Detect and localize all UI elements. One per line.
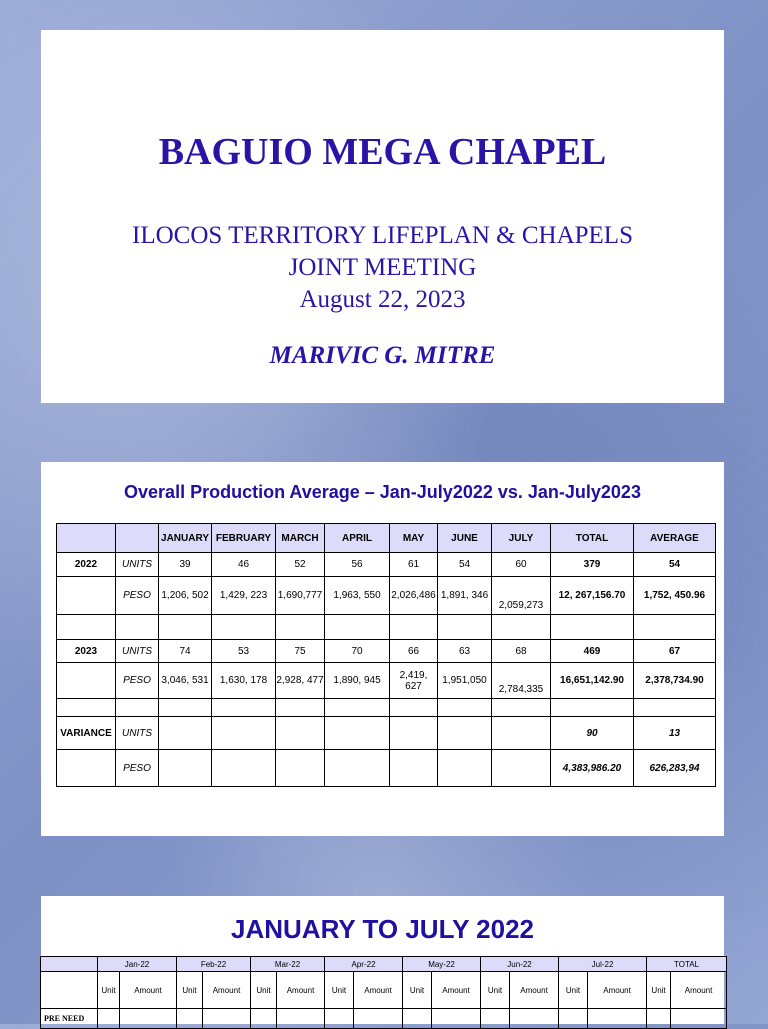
row-label: PESO	[116, 577, 159, 615]
table-row	[57, 750, 716, 787]
slide-title: BAGUIO MEGA CHAPEL	[158, 131, 607, 173]
amount-header: Amount	[588, 972, 647, 1009]
table-cell: 16,651,142.90	[551, 663, 634, 699]
monthly-table	[40, 956, 727, 1029]
amount-header: Amount	[671, 972, 727, 1009]
unit-header: Unit	[647, 972, 671, 1009]
january-july-slide	[41, 896, 724, 1024]
row-label: PESO	[116, 663, 159, 699]
month-header: Jul-22	[559, 957, 647, 972]
row-label: UNITS	[116, 553, 159, 577]
table-cell: 1,891, 346	[438, 577, 492, 615]
subtitle-block	[41, 220, 724, 316]
table-row	[41, 1009, 727, 1029]
table-cell: 2,784,335	[492, 663, 551, 699]
month-header: May-22	[403, 957, 481, 972]
title-slide	[41, 30, 724, 403]
unit-header: Unit	[481, 972, 510, 1009]
table-cell: 68	[492, 640, 551, 663]
table-row	[57, 717, 716, 750]
table-cell: 13	[634, 717, 716, 750]
table-cell: 46	[212, 553, 276, 577]
table-row	[57, 640, 716, 663]
header-cell: APRIL	[325, 524, 390, 553]
table-cell: 1,206, 502	[159, 577, 212, 615]
table-cell: 90	[551, 717, 634, 750]
header-cell: FEBRUARY	[212, 524, 276, 553]
meeting-date: August 22, 2023	[299, 286, 466, 313]
row-label: PESO	[116, 750, 159, 787]
table-cell: 626,283,94	[634, 750, 716, 787]
table-row	[57, 553, 716, 577]
amount-header: Amount	[432, 972, 481, 1009]
header-cell: JUNE	[438, 524, 492, 553]
month-header: Jan-22	[98, 957, 177, 972]
table-cell: 1,963, 550	[325, 577, 390, 615]
presenter-name: MARIVIC G. MITRE	[269, 342, 496, 369]
year-label: 2023	[57, 640, 116, 663]
amount-header: Amount	[120, 972, 177, 1009]
table-row	[57, 577, 716, 615]
production-title: Overall Production Average – Jan-July2022 vs. Jan-July2023	[124, 482, 641, 502]
unit-header: Unit	[403, 972, 432, 1009]
table-cell: 12, 267,156.70	[551, 577, 634, 615]
table-cell: 1,951,050	[438, 663, 492, 699]
table-cell: 53	[212, 640, 276, 663]
table-cell: 75	[276, 640, 325, 663]
table-cell: 63	[438, 640, 492, 663]
table-cell: 70	[325, 640, 390, 663]
amount-header: Amount	[277, 972, 325, 1009]
unit-header-row	[41, 972, 727, 1009]
amount-header: Amount	[510, 972, 559, 1009]
table-cell: 2,059,273	[492, 577, 551, 615]
month-header: Apr-22	[325, 957, 403, 972]
table-cell: 1,630, 178	[212, 663, 276, 699]
month-header: Mar-22	[251, 957, 325, 972]
header-cell: TOTAL	[551, 524, 634, 553]
table-header-row	[57, 524, 716, 553]
month-header-row	[41, 957, 727, 972]
table-cell: 1,752, 450.96	[634, 577, 716, 615]
table-cell: 3,046, 531	[159, 663, 212, 699]
subtitle-line1: ILOCOS TERRITORY LIFEPLAN & CHAPELS	[132, 222, 633, 249]
unit-header: Unit	[98, 972, 120, 1009]
subtitle-line2: JOINT MEETING	[288, 254, 477, 281]
unit-header: Unit	[177, 972, 203, 1009]
year-label: 2022	[57, 553, 116, 577]
table-cell: 2,378,734.90	[634, 663, 716, 699]
month-header: Feb-22	[177, 957, 251, 972]
table-cell: 2,026,486	[390, 577, 438, 615]
production-slide	[41, 462, 724, 836]
table-cell: 4,383,986.20	[551, 750, 634, 787]
table-cell: 56	[325, 553, 390, 577]
unit-header: Unit	[559, 972, 588, 1009]
table-cell: 2,419, 627	[390, 663, 438, 699]
row-label: UNITS	[116, 717, 159, 750]
production-table	[56, 523, 716, 787]
unit-header: Unit	[251, 972, 277, 1009]
table-cell: 2,928, 477	[276, 663, 325, 699]
table-cell: 379	[551, 553, 634, 577]
table-cell: 66	[390, 640, 438, 663]
table-cell: 74	[159, 640, 212, 663]
table-cell: 469	[551, 640, 634, 663]
table-row	[57, 663, 716, 699]
month-header: TOTAL	[647, 957, 727, 972]
table-cell: 1,890, 945	[325, 663, 390, 699]
table-cell: 39	[159, 553, 212, 577]
header-cell: MARCH	[276, 524, 325, 553]
amount-header: Amount	[354, 972, 403, 1009]
header-cell: JULY	[492, 524, 551, 553]
table-cell: 1,429, 223	[212, 577, 276, 615]
jan-july-title: JANUARY TO JULY 2022	[231, 914, 534, 944]
table-cell: 52	[276, 553, 325, 577]
unit-header: Unit	[325, 972, 354, 1009]
header-cell: MAY	[390, 524, 438, 553]
header-cell: AVERAGE	[634, 524, 716, 553]
table-cell: 60	[492, 553, 551, 577]
table-cell: 54	[438, 553, 492, 577]
table-cell: 1,690,777	[276, 577, 325, 615]
table-cell: 67	[634, 640, 716, 663]
spacer-row	[57, 699, 716, 717]
amount-header: Amount	[203, 972, 251, 1009]
table-cell: 61	[390, 553, 438, 577]
month-header: Jun-22	[481, 957, 559, 972]
row-label: UNITS	[116, 640, 159, 663]
header-cell: JANUARY	[159, 524, 212, 553]
table-cell: 54	[634, 553, 716, 577]
variance-label: VARIANCE	[57, 717, 116, 750]
pre-need-label: PRE NEED	[41, 1009, 98, 1029]
spacer-row	[57, 615, 716, 640]
